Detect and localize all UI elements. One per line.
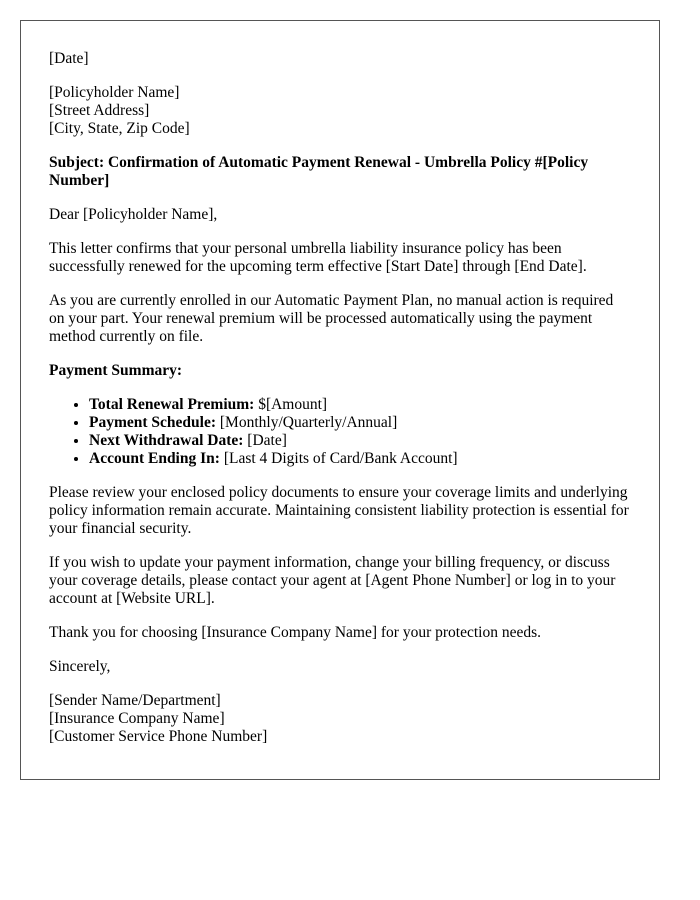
list-item-value: [Date] [243,432,287,449]
list-item [89,414,631,432]
payment-summary-heading: Payment Summary: [49,362,183,379]
list-item-value: [Monthly/Quarterly/Annual] [216,414,398,431]
letter-date: [Date] [49,50,89,67]
payment-summary-list [49,396,631,468]
letter-page [20,20,660,780]
recipient-address [49,84,631,138]
list-item-label: Account Ending In: [89,450,220,467]
list-item [89,396,631,414]
recipient-name: [Policyholder Name] [49,84,180,101]
list-item [89,432,631,450]
signature-phone: [Customer Service Phone Number] [49,728,268,745]
signature-company: [Insurance Company Name] [49,710,225,727]
paragraph-thank-you: Thank you for choosing [Insurance Company Name] for your protection needs. [49,624,541,641]
recipient-street: [Street Address] [49,102,150,119]
paragraph-contact-info: If you wish to update your payment information, change your billing frequency, or discuss your coverage details, please contact your agent at [Agent Phone Number] or log in to your account at [Website URL]. [49,554,616,607]
paragraph-automatic-payment: As you are currently enrolled in our Automatic Payment Plan, no manual action is required on your part. Your renewal premium will be processed automatically using the payment method currently on file. [49,292,614,345]
list-item-value: $[Amount] [254,396,328,413]
letter-subject: Subject: Confirmation of Automatic Payment Renewal - Umbrella Policy #[Policy Number] [49,154,589,189]
paragraph-review-documents: Please review your enclosed policy documents to ensure your coverage limits and underlying policy information remain accurate. Maintaining consistent liability protection is essential for your financial security. [49,484,629,537]
paragraph-renewal-confirmation: This letter confirms that your personal umbrella liability insurance policy has been successfully renewed for the upcoming term effective [Start Date] through [End Date]. [49,240,587,275]
signature-block [49,692,631,746]
signature-sender: [Sender Name/Department] [49,692,221,709]
closing: Sincerely, [49,658,111,675]
list-item-value: [Last 4 Digits of Card/Bank Account] [219,450,458,467]
salutation: Dear [Policyholder Name], [49,206,218,223]
list-item-label: Total Renewal Premium: [89,396,255,413]
list-item-label: Payment Schedule: [89,414,217,431]
recipient-city: [City, State, Zip Code] [49,120,190,137]
list-item [89,450,631,468]
list-item-label: Next Withdrawal Date: [89,432,244,449]
